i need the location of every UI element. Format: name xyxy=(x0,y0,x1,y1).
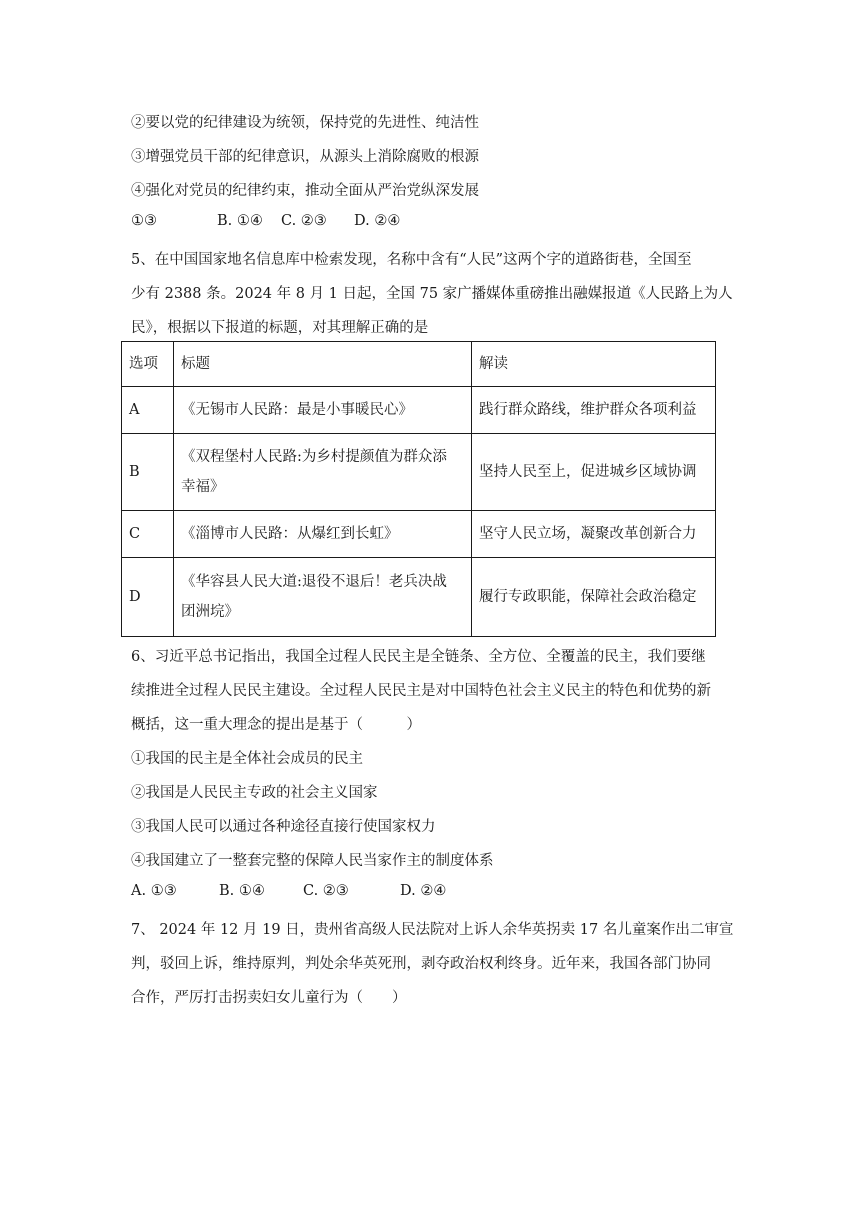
q6-option-d: D. ②④ xyxy=(400,883,447,899)
q4-option-d: D. ②④ xyxy=(354,213,401,229)
q5-stem-line-3: 民》，根据以下报道的标题，对其理解正确的是 xyxy=(131,320,429,336)
q6-stem-line-1: 6、习近平总书记指出，我国全过程人民民主是全链条、全方位、全覆盖的民主，我们要继 xyxy=(131,649,706,665)
q4-options xyxy=(131,213,400,229)
q4-statement-4: ④强化对党员的纪律约束，推动全面从严治党纵深发展 xyxy=(131,183,479,199)
q6-options xyxy=(131,883,446,899)
row-option: B xyxy=(122,434,174,511)
header-interpretation: 解读 xyxy=(472,342,716,387)
row-title: 《淄博市人民路：从爆红到长虹》 xyxy=(174,511,472,558)
q6-stem-line-2: 续推进全过程人民民主建设。全过程人民民主是对中国特色社会主义民主的特色和优势的新 xyxy=(131,683,711,699)
q6-statement-2: ②我国是人民民主专政的社会主义国家 xyxy=(131,785,378,801)
q7-stem-line-1: 7、 2024 年 12 月 19 日，贵州省高级人民法院对上诉人余华英拐卖 17 名儿童案作出二审宣 xyxy=(131,922,734,938)
row-title-line: 《华容县人民大道:退役不退后！老兵决战 xyxy=(181,574,447,590)
q7-stem-line-2: 判，驳回上诉，维持原判，判处余华英死刑，剥夺政治权利终身。近年来，我国各部门协同 xyxy=(131,956,711,972)
q6-stem-line-3: 概括，这一重大理念的提出是基于（ ） xyxy=(131,717,421,733)
q5-stem-line-2: 少有 2388 条。2024 年 8 月 1 日起，全国 75 家广播媒体重磅推出融媒报道《人民路上为人 xyxy=(131,286,733,302)
row-option: D xyxy=(122,558,174,637)
table-row xyxy=(122,511,716,558)
q6-statement-1: ①我国的民主是全体社会成员的民主 xyxy=(131,751,363,767)
q4-option-a: ①③ xyxy=(131,213,157,229)
row-title: 《无锡市人民路：最是小事暖民心》 xyxy=(174,387,472,434)
header-option: 选项 xyxy=(122,342,174,387)
q4-statement-2: ②要以党的纪律建设为统领，保持党的先进性、纯洁性 xyxy=(131,115,479,131)
table-row xyxy=(122,387,716,434)
row-option: C xyxy=(122,511,174,558)
table-header-row xyxy=(122,342,716,387)
row-title-line: 团洲垸》 xyxy=(181,604,239,620)
header-title: 标题 xyxy=(174,342,472,387)
row-interpretation: 坚守人民立场，凝聚改革创新合力 xyxy=(472,511,716,558)
row-title xyxy=(174,558,472,637)
row-title-line: 幸福》 xyxy=(181,479,225,495)
q5-table xyxy=(121,341,716,637)
row-option: A xyxy=(122,387,174,434)
q6-option-a: A. ①③ xyxy=(131,883,177,899)
q4-option-c: C. ②③ xyxy=(281,213,327,229)
row-interpretation: 坚持人民至上，促进城乡区域协调 xyxy=(472,434,716,511)
q4-option-b: B. ①④ xyxy=(217,213,263,229)
q6-statement-3: ③我国人民可以通过各种途径直接行使国家权力 xyxy=(131,819,436,835)
q6-statement-4: ④我国建立了一整套完整的保障人民当家作主的制度体系 xyxy=(131,853,494,869)
row-interpretation: 践行群众路线，维护群众各项利益 xyxy=(472,387,716,434)
q6-option-b: B. ①④ xyxy=(219,883,265,899)
row-interpretation: 履行专政职能，保障社会政治稳定 xyxy=(472,558,716,637)
q6-option-c: C. ②③ xyxy=(303,883,349,899)
table-row xyxy=(122,558,716,637)
row-title xyxy=(174,434,472,511)
q5-stem-line-1: 5、在中国国家地名信息库中检索发现，名称中含有“人民”这两个字的道路街巷，全国至 xyxy=(131,252,692,268)
row-title-line: 《双程堡村人民路:为乡村提颜值为群众添 xyxy=(181,449,447,465)
q7-stem-line-3: 合作，严厉打击拐卖妇女儿童行为（ ） xyxy=(131,990,407,1006)
q4-statement-3: ③增强党员干部的纪律意识，从源头上消除腐败的根源 xyxy=(131,149,479,165)
table-row xyxy=(122,434,716,511)
